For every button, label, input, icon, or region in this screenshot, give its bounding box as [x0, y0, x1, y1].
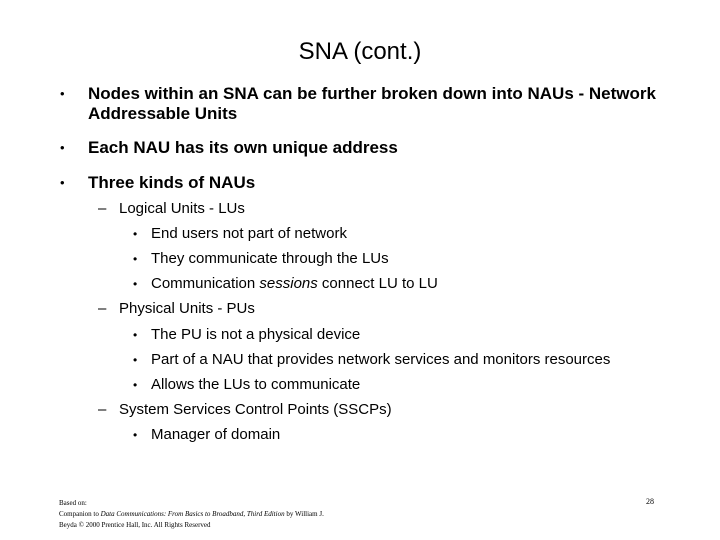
dash-marker: –	[98, 200, 107, 217]
sub-bullet-text: Physical Units - PUs	[119, 300, 255, 317]
bullet-text: Nodes within an SNA can be further broken down into NAUs - Network Addressable Units	[88, 84, 656, 123]
sub-sub-bullet-text: The PU is not a physical device	[151, 326, 361, 343]
dash-marker: –	[98, 401, 107, 418]
bullet-marker: •	[133, 252, 138, 266]
bullet-marker: •	[133, 277, 138, 291]
text-before: Communication	[151, 275, 260, 292]
bullet-marker: •	[133, 428, 138, 442]
bullet-marker: •	[60, 140, 65, 155]
emphasis-text: sessions	[259, 275, 318, 292]
sub-bullet-text: System Services Control Points (SSCPs)	[119, 401, 392, 418]
sub-sub-bullet-text: End users not part of network	[151, 225, 347, 242]
bullet-marker: •	[60, 86, 65, 101]
footer-line: Beyda © 2000 Prentice Hall, Inc. All Rights Reserved	[59, 521, 211, 529]
bullet-marker: •	[133, 353, 138, 367]
sub-sub-bullet-text: Manager of domain	[151, 426, 281, 443]
footer-citation	[59, 498, 324, 531]
text-after: connect LU to LU	[317, 275, 438, 292]
dash-marker: –	[98, 300, 107, 317]
book-title: Data Communications: From Basics to Broadband, Third Edition	[100, 510, 285, 518]
page-number: 28	[646, 497, 654, 506]
footer-suffix: by William J.	[284, 510, 324, 518]
sub-sub-bullet-text: Part of a NAU that provides network services and monitors resources	[151, 351, 611, 368]
bullet-marker: •	[133, 378, 138, 392]
bullet-marker: •	[133, 328, 138, 342]
bullet-marker: •	[60, 175, 65, 190]
footer-prefix: Companion to	[59, 510, 101, 518]
bullet-marker: •	[133, 227, 138, 241]
sub-sub-bullet-text: They communicate through the LUs	[151, 250, 389, 267]
sub-sub-bullet-text	[151, 275, 438, 293]
sub-bullet-text: Logical Units - LUs	[119, 200, 245, 217]
slide-title: SNA (cont.)	[298, 38, 422, 65]
bullet-text: Three kinds of NAUs	[88, 173, 256, 192]
footer-line	[59, 509, 324, 520]
sub-sub-bullet-text: Allows the LUs to communicate	[151, 376, 361, 393]
bullet-text: Each NAU has its own unique address	[88, 138, 398, 157]
footer-line: Based on:	[59, 499, 87, 507]
